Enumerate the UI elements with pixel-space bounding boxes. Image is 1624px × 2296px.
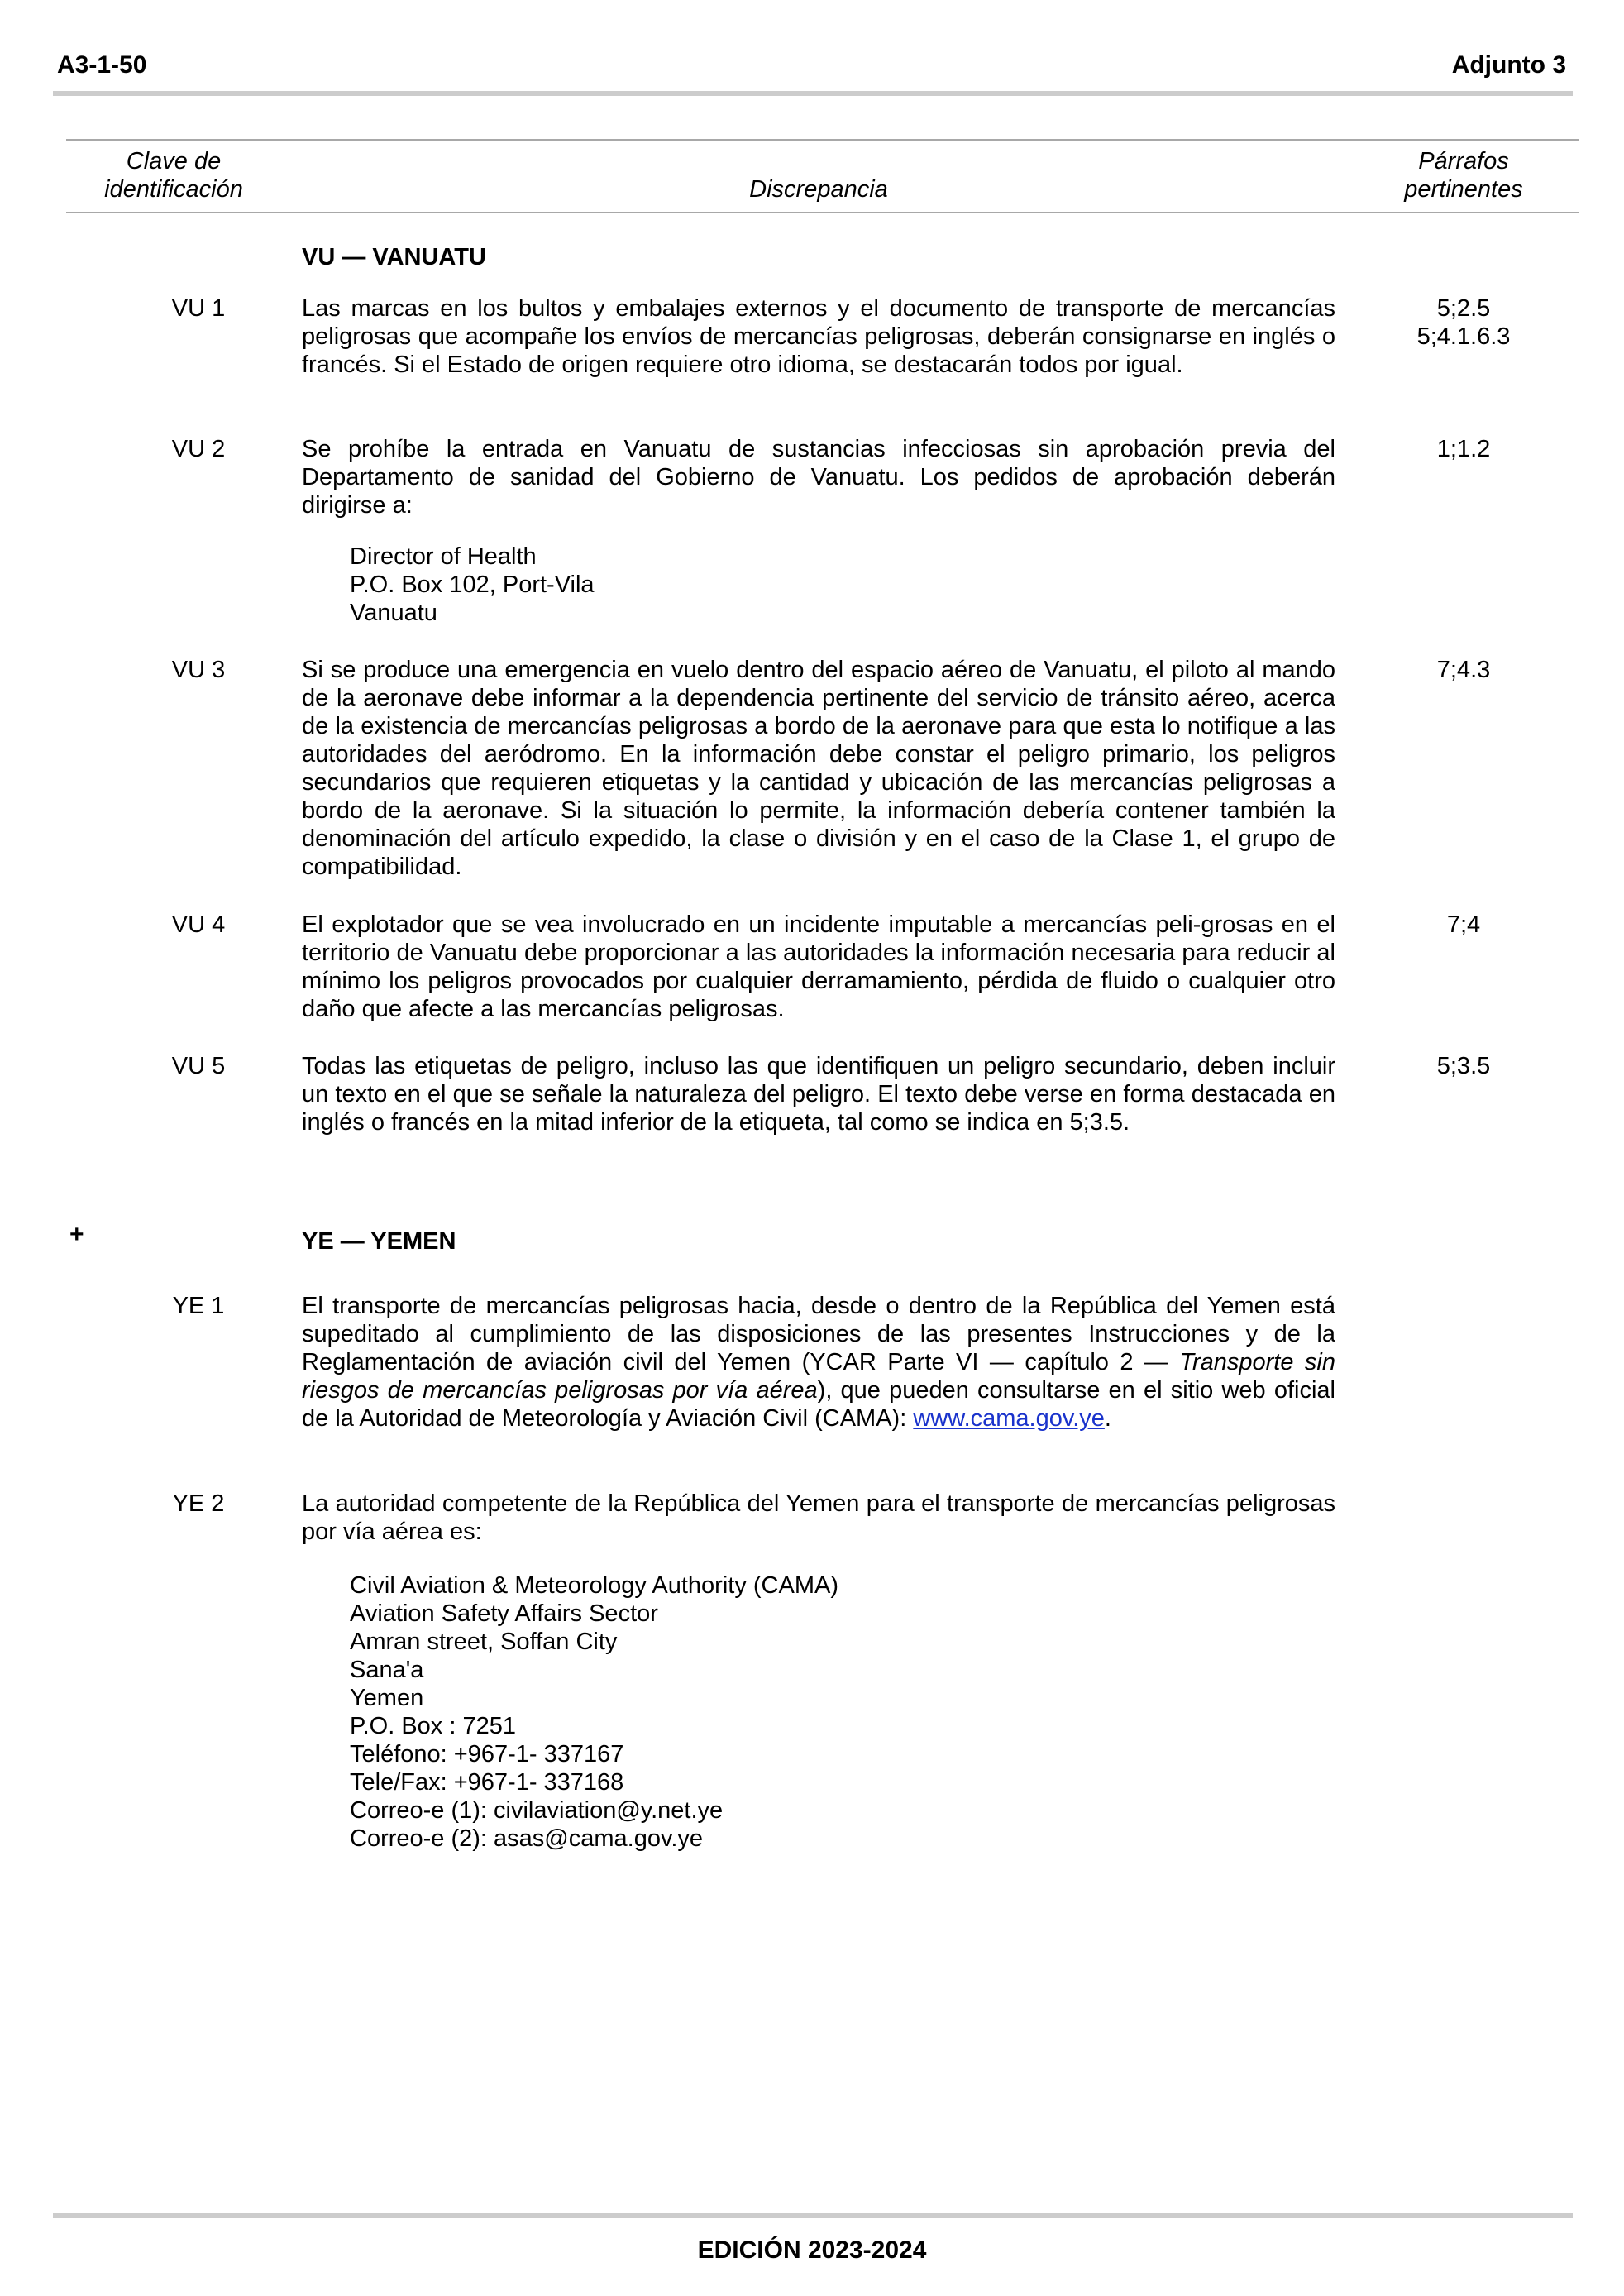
entry-refs: 1;1.2 — [1436, 436, 1491, 462]
entry-text: Las marcas en los bultos y embalajes externos y el documento de transporte de mercancías peligrosas que acompañe los envíos de mercancías peligrosas, deberán consignarse en inglés o francés. Si el Estado de origen requiere otro idioma, se destacarán todos por igual. — [302, 295, 1335, 378]
column-refs-heading: Párrafos pertinentes — [1404, 148, 1523, 203]
table-top-rule — [66, 139, 1579, 141]
entry-key: YE 1 — [172, 1293, 225, 1319]
section-title-vanuatu: VU — VANUATU — [302, 244, 486, 270]
entry-refs: 7;4.3 — [1436, 657, 1491, 683]
entry-key: VU 5 — [171, 1053, 226, 1079]
address-block: Director of Health P.O. Box 102, Port-Vila Vanuatu — [350, 543, 595, 626]
page-number: A3-1-50 — [57, 51, 147, 79]
column-key-heading: Clave de identificación — [104, 148, 243, 203]
entry-text: Todas las etiquetas de peligro, incluso las que identifiquen un peligro secundario, deben incluir un texto en el que se señale la naturaleza del peligro. El texto debe verse en forma destacada en inglés o francés en la mitad inferior de la etiqueta, tal como se indica en 5;3.5. — [302, 1053, 1335, 1136]
entry-refs: 7;4 — [1446, 911, 1481, 938]
attachment-label: Adjunto 3 — [1451, 51, 1566, 79]
column-discrepancy-heading: Discrepancia — [749, 176, 888, 203]
section-title-yemen: YE — YEMEN — [302, 1228, 456, 1255]
entry-key: VU 3 — [171, 657, 226, 683]
entry-key: VU 1 — [171, 295, 226, 322]
footer-rule — [53, 2213, 1573, 2218]
entry-key: VU 2 — [171, 436, 226, 462]
entry-text: Si se produce una emergencia en vuelo dentro del espacio aéreo de Vanuatu, el piloto al mando de la aeronave debe informar a la dependencia pertinente del servicio de tránsito aéreo, acerca de la existencia de mercancías peligrosas a bordo de la aeronave para que esta lo notifique a las autoridades del aeródromo. En la información debe constar el peligro primario, los peligros secundarios que requieren etiquetas y la cantidad y ubicación de las mercancías peligrosas a bordo de la aeronave. Si la situación lo permite, la información debería contener también la denominación del artículo expedido, la clase o división y en el caso de la Clase 1, el grupo de compatibilidad. — [302, 657, 1335, 880]
entry-text: El transporte de mercancías peligrosas hacia, desde o dentro de la República del Yemen está supeditado al cumplimiento de las disposiciones de las presentes Instrucciones y de la Reglamentación de aviación civil del Yemen (YCAR Parte VI — capítulo 2 — Transporte sin riesgos de mercancías peligrosas por vía aérea), que pueden consultarse en el sitio web oficial de la Autoridad de Meteorología y Aviación Civil (CAMA): www.cama.gov.ye. — [302, 1293, 1335, 1432]
entry-text: El explotador que se vea involucrado en un incidente imputable a mercancías peli-grosas en el territorio de Vanuatu debe proporcionar a las autoridades la información necesaria para reducir al mínimo los peligros provocados por cualquier derramamiento, pérdida de fluido o cualquier otro daño que afecte a las mercancías peligrosas. — [302, 911, 1335, 1022]
table-header-rule — [66, 212, 1579, 213]
edition-footer: EDICIÓN 2023-2024 — [697, 2236, 927, 2264]
entry-text: Se prohíbe la entrada en Vanuatu de sustancias infecciosas sin aprobación previa del Departamento de sanidad del Gobierno de Vanuatu. Los pedidos de aprobación deberán dirigirse a: — [302, 436, 1335, 519]
amendment-marker: + — [69, 1221, 84, 1248]
entry-text: La autoridad competente de la República del Yemen para el transporte de mercancías peligrosas por vía aérea es: — [302, 1490, 1335, 1545]
address-block: Civil Aviation & Meteorology Authority (CAMA) Aviation Safety Affairs Sector Amran street, Soffan City Sana'a Yemen P.O. Box : 7251 Teléfono: +967-1- 337167 Tele/Fax: +967-1- 337168 Correo-e (1): civilaviation@y.net.ye Correo-e (2): asas@cama.gov.ye — [350, 1572, 838, 1852]
entry-refs: 5;3.5 — [1436, 1053, 1491, 1079]
entry-refs: 5;2.5 5;4.1.6.3 — [1416, 295, 1511, 350]
entry-key: YE 2 — [172, 1490, 225, 1517]
cama-website-link[interactable]: www.cama.gov.ye — [913, 1405, 1105, 1432]
entry-key: VU 4 — [171, 911, 226, 938]
header-rule — [53, 91, 1573, 96]
